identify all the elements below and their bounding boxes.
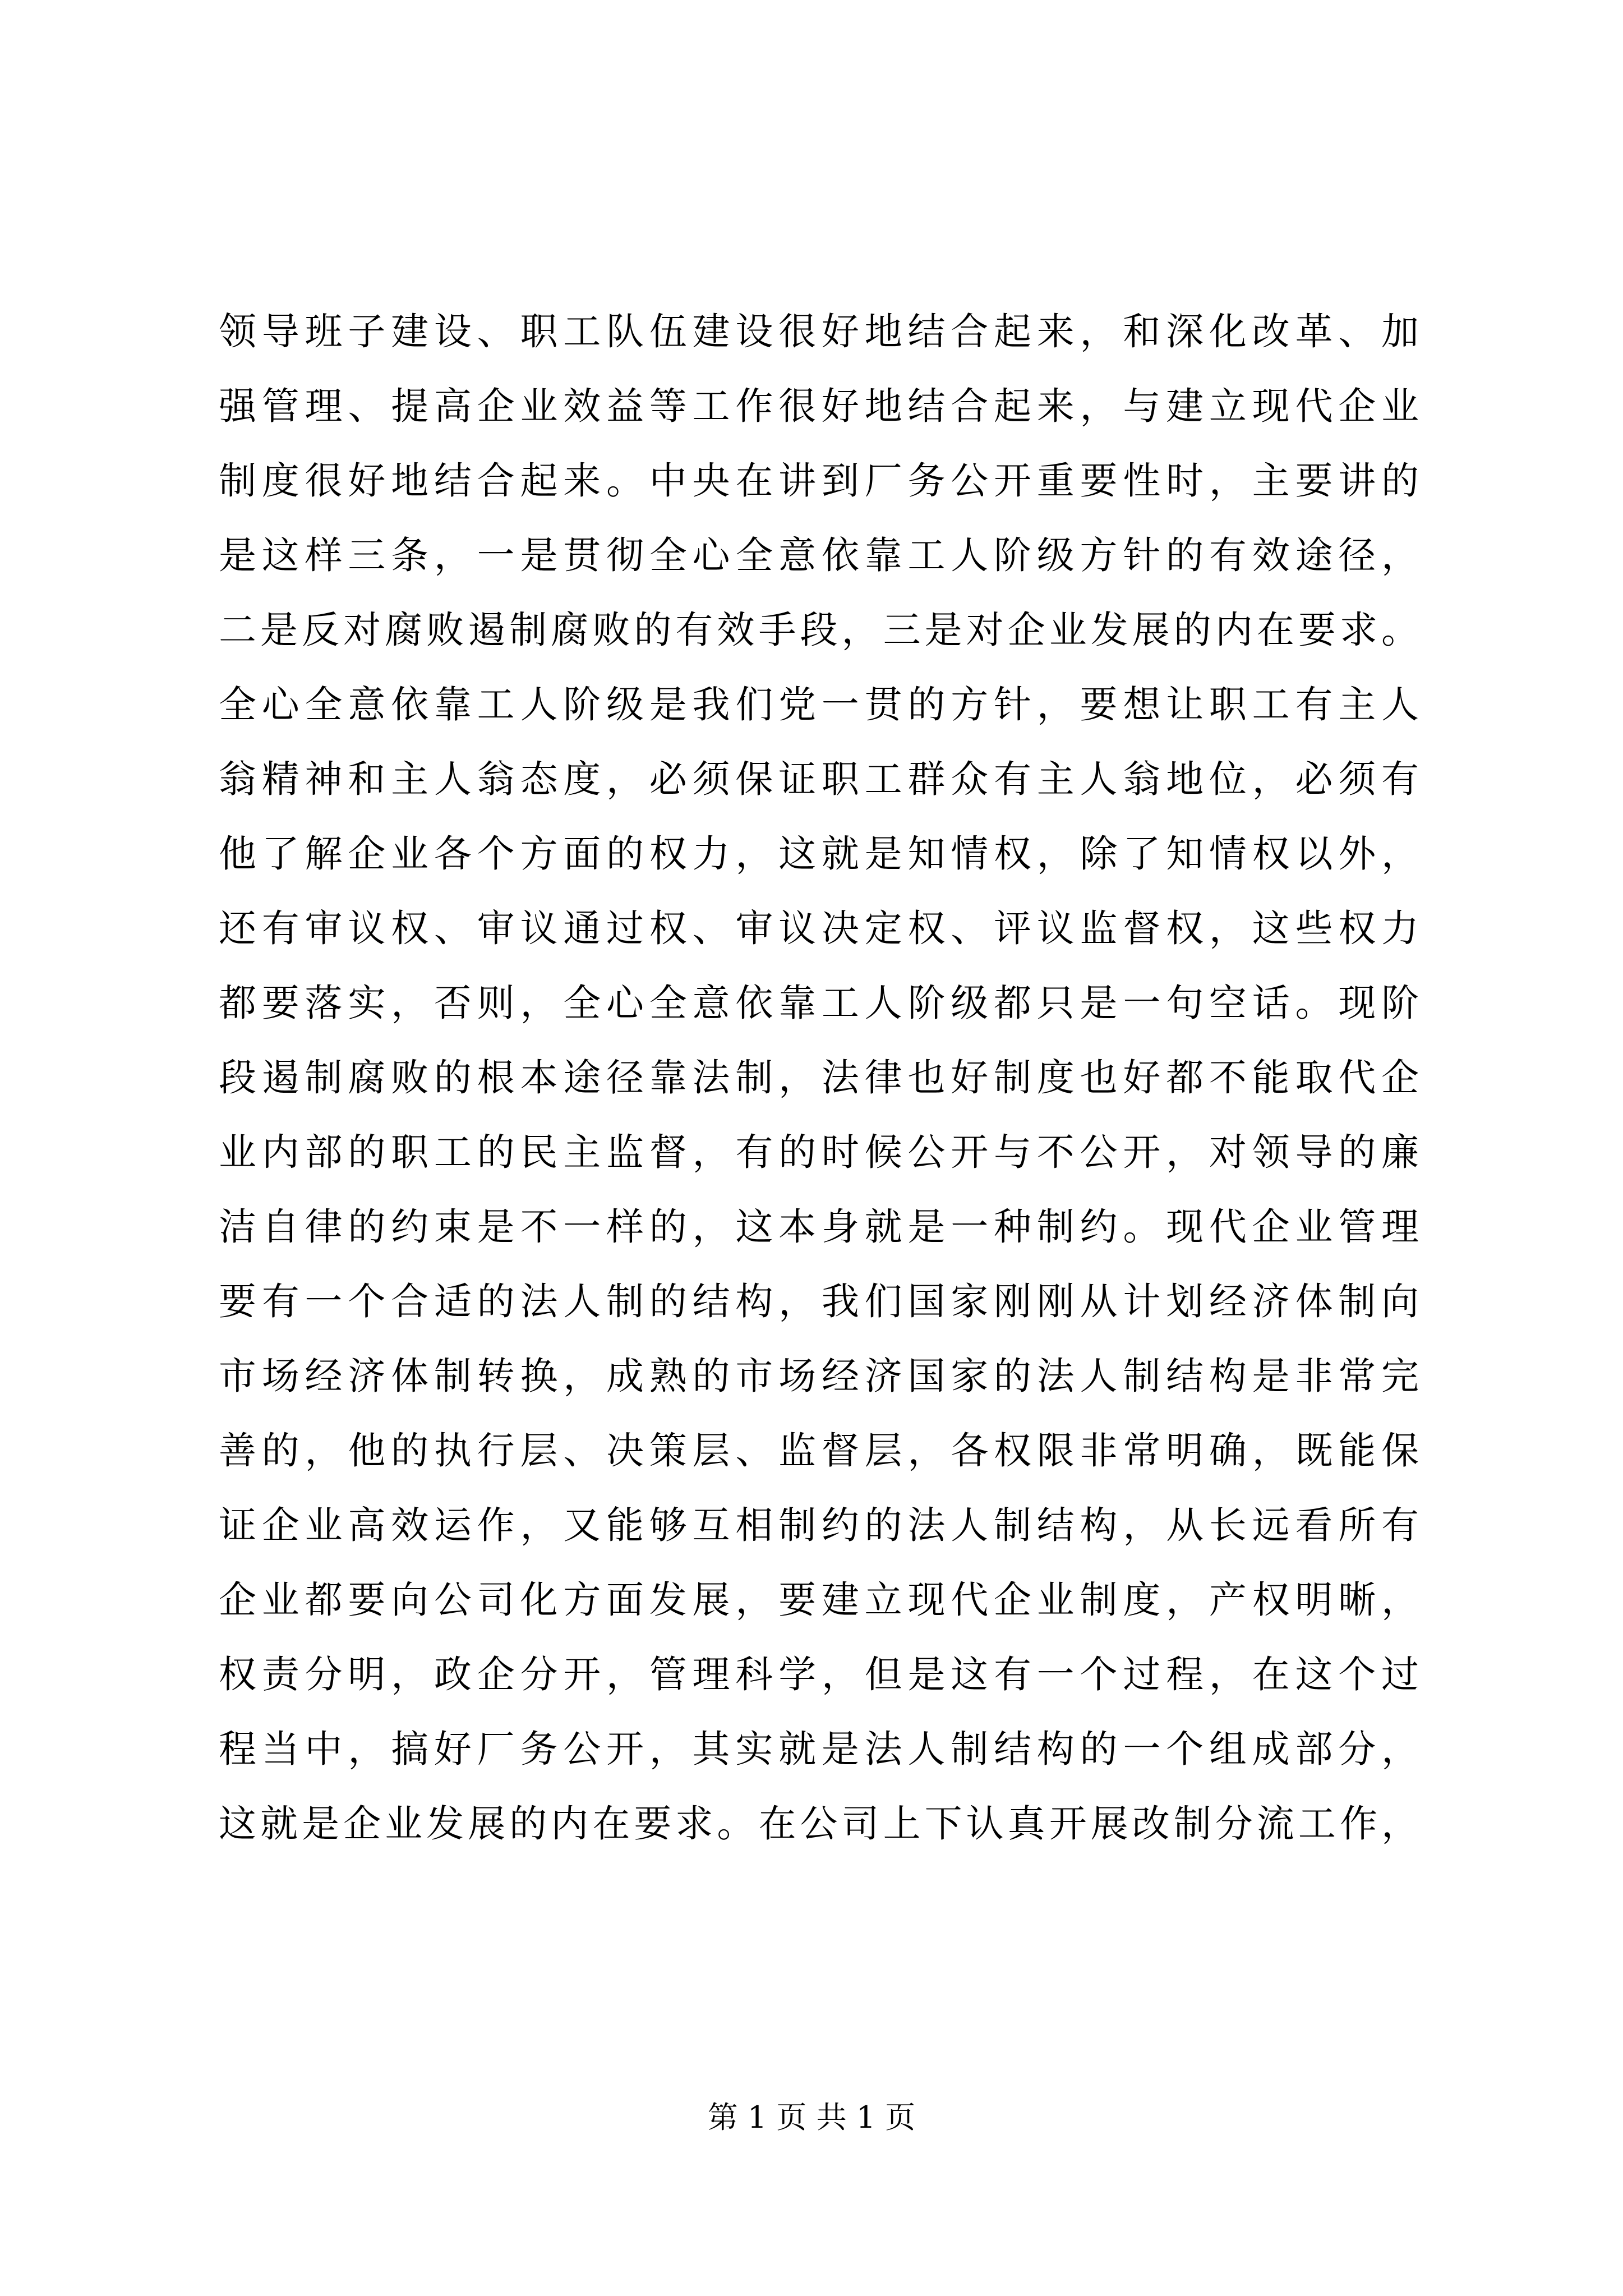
text-line: 全心全意依靠工人阶级是我们党一贯的方针，要想让职工有主人	[219, 683, 1419, 726]
text-line: 段遏制腐败的根本途径靠法制，法律也好制度也好都不能取代企	[219, 1056, 1419, 1099]
text-line: 要有一个合适的法人制的结构，我们国家刚刚从计划经济体制向	[219, 1280, 1419, 1323]
text-line: 都要落实，否则，全心全意依靠工人阶级都只是一句空话。现阶	[219, 981, 1419, 1025]
text-line: 领导班子建设、职工队伍建设很好地结合起来，和深化改革、加	[219, 310, 1419, 353]
text-line: 他了解企业各个方面的权力，这就是知情权，除了知情权以外，	[219, 832, 1419, 876]
text-line: 二是反对腐败遏制腐败的有效手段，三是对企业发展的内在要求。	[219, 608, 1419, 652]
text-line: 这就是企业发展的内在要求。在公司上下认真开展改制分流工作，	[219, 1802, 1419, 1846]
text-line: 善的，他的执行层、决策层、监督层，各权限非常明确，既能保	[219, 1429, 1419, 1473]
text-line: 制度很好地结合起来。中央在讲到厂务公开重要性时，主要讲的	[219, 459, 1419, 503]
body-text	[219, 295, 1419, 1861]
text-line: 强管理、提高企业效益等工作很好地结合起来，与建立现代企业	[219, 384, 1419, 428]
page-number: 第 1 页 共 1 页	[707, 2100, 916, 2135]
text-line: 业内部的职工的民主监督，有的时候公开与不公开，对领导的廉	[219, 1130, 1419, 1174]
page-footer	[0, 2098, 1623, 2137]
text-line: 洁自律的约束是不一样的，这本身就是一种制约。现代企业管理	[219, 1205, 1419, 1249]
text-line: 是这样三条，一是贯彻全心全意依靠工人阶级方针的有效途径，	[219, 533, 1419, 577]
text-line: 权责分明，政企分开，管理科学，但是这有一个过程，在这个过	[219, 1653, 1419, 1696]
text-line: 企业都要向公司化方面发展，要建立现代企业制度，产权明晰，	[219, 1578, 1419, 1622]
text-line: 还有审议权、审议通过权、审议决定权、评议监督权，这些权力	[219, 907, 1419, 950]
text-line: 翁精神和主人翁态度，必须保证职工群众有主人翁地位，必须有	[219, 757, 1419, 801]
text-line: 证企业高效运作，又能够互相制约的法人制结构，从长远看所有	[219, 1503, 1419, 1547]
text-line: 程当中，搞好厂务公开，其实就是法人制结构的一个组成部分，	[219, 1727, 1419, 1771]
text-line: 市场经济体制转换，成熟的市场经济国家的法人制结构是非常完	[219, 1354, 1419, 1398]
